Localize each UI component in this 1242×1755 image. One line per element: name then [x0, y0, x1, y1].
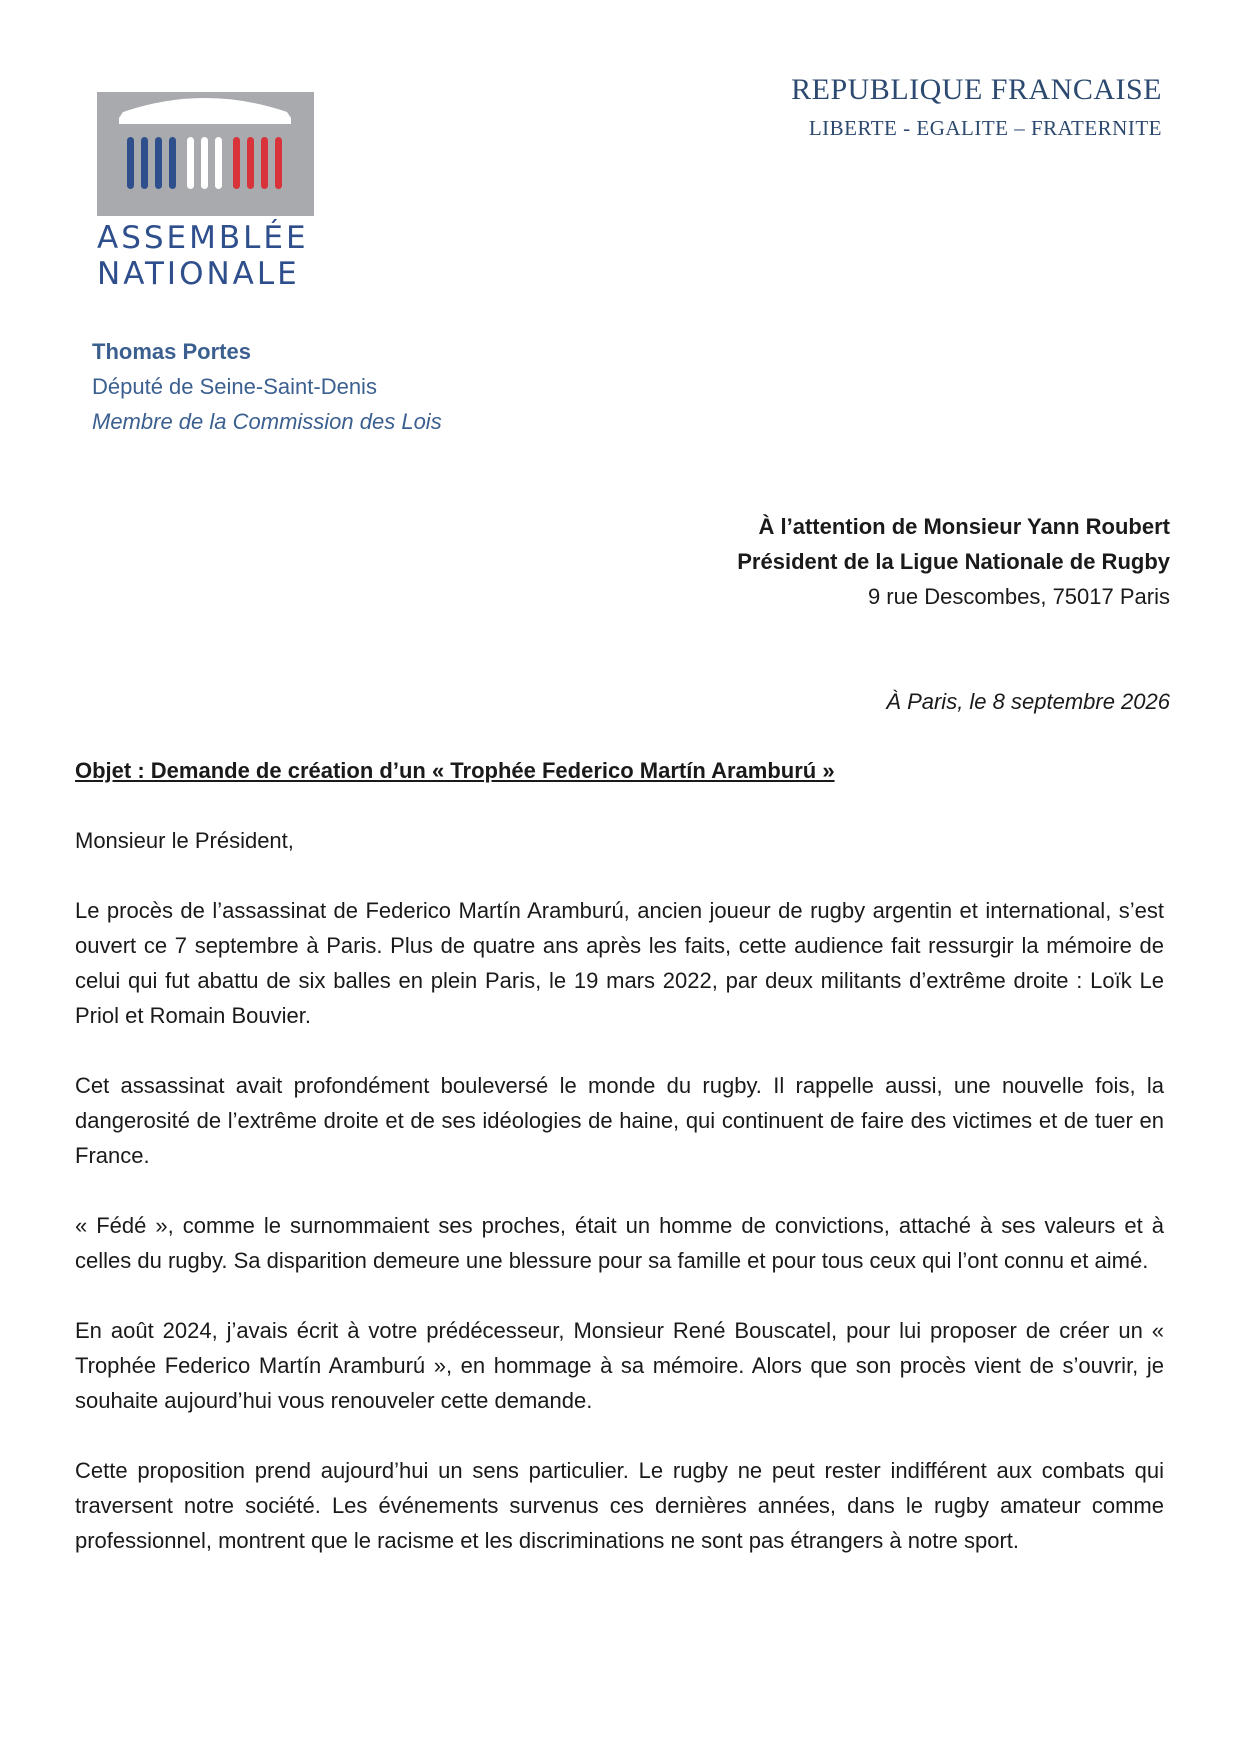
sender-block	[92, 334, 442, 439]
republic-motto: LIBERTE - EGALITE – FRATERNITE	[808, 116, 1162, 140]
letter-paragraph: Le procès de l’assassinat de Federico Martín Aramburú, ancien joueur de rugby argentin et international, s’est ouvert ce 7 septembre à Paris. Plus de quatre ans après les faits, cette audience fait ressurgir la mémoire de celui qui fut abattu de six balles en plein Paris, le 19 mars 2022, par deux militants d’extrême droite : Loïk Le Priol et Romain Bouvier.	[75, 898, 1164, 1028]
sender-commission: Membre de la Commission des Lois	[92, 409, 442, 434]
letter-paragraph: Cette proposition prend aujourd’hui un sens particulier. Le rugby ne peut rester indifférent aux combats qui traversent notre société. Les événements survenus ces dernières années, dans le rugby amateur comme professionnel, montrent que le racisme et les discriminations ne sont pas étrangers à notre sport.	[75, 1458, 1164, 1553]
republic-header	[791, 70, 1162, 141]
letter-paragraph: « Fédé », comme le surnommaient ses proches, était un homme de convictions, attaché à ses valeurs et à celles du rugby. Sa disparition demeure une blessure pour sa famille et pour tous ceux qui l’ont connu et aimé.	[75, 1213, 1164, 1273]
letter-paragraph: En août 2024, j’avais écrit à votre prédécesseur, Monsieur René Bouscatel, pour lui proposer de créer un « Trophée Federico Martín Aramburú », en hommage à sa mémoire. Alors que son procès vient de s’ouvrir, je souhaite aujourd’hui vous renouveler cette demande.	[75, 1318, 1164, 1413]
sender-name: Thomas Portes	[92, 339, 251, 364]
recipient-address: 9 rue Descombes, 75017 Paris	[867, 584, 1170, 609]
logo-line-1: ASSEMBLÉE	[97, 220, 309, 256]
letter-paragraph: Cet assassinat avait profondément bouleversé le monde du rugby. Il rappelle aussi, une nouvelle fois, la dangerosité de l’extrême droite et de ses idéologies de haine, qui continuent de faire des victimes et de tuer en France.	[75, 1073, 1164, 1168]
recipient-attention: À l’attention de Monsieur Yann Roubert	[758, 514, 1170, 539]
recipient-block	[737, 509, 1170, 614]
assemblee-nationale-logo	[97, 92, 314, 292]
letter-subject: Objet : Demande de création d’un « Trophée Federico Martín Aramburú »	[75, 758, 835, 783]
letter-body	[75, 753, 1164, 1593]
hemicycle-icon	[97, 92, 314, 216]
sender-role: Député de Seine-Saint-Denis	[92, 374, 377, 399]
republic-title: REPUBLIQUE FRANCAISE	[791, 73, 1162, 106]
letter-date: À Paris, le 8 septembre 2026	[886, 689, 1170, 714]
logo-line-2: NATIONALE	[97, 256, 300, 292]
logo-wordmark	[97, 220, 314, 292]
letter-salutation: Monsieur le Président,	[75, 828, 294, 853]
logo-building-emblem	[97, 92, 314, 216]
recipient-title: Président de la Ligue Nationale de Rugby	[737, 549, 1170, 574]
